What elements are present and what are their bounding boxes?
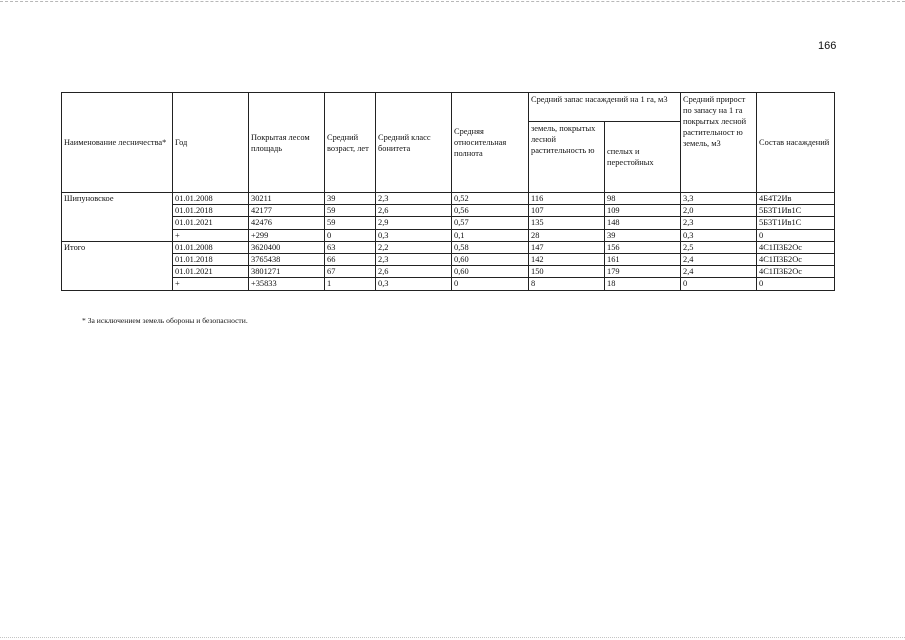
relative-density-cell: 0,52 [452, 193, 529, 205]
forest-area-cell: 42476 [249, 217, 325, 229]
header-average-growth: Средний прирост по запасу на 1 га покрытых лесной растительност ю земель, м3 [681, 93, 757, 193]
year-cell: 01.01.2018 [173, 205, 249, 217]
average-growth-cell: 2,0 [681, 205, 757, 217]
average-age-cell: 63 [325, 241, 376, 253]
header-stock-mature: спелых и перестойных [605, 122, 681, 193]
relative-density-cell: 0,60 [452, 253, 529, 265]
table-row [62, 253, 835, 265]
header-bonitet-class: Средний класс бонитета [376, 93, 452, 193]
forest-area-cell: 30211 [249, 193, 325, 205]
table-row [62, 193, 835, 205]
composition-cell: 4С1П3Б2Ос [757, 266, 835, 278]
average-age-cell: 67 [325, 266, 376, 278]
average-age-cell: 39 [325, 193, 376, 205]
forest-area-cell: +299 [249, 229, 325, 241]
average-growth-cell: 2,5 [681, 241, 757, 253]
table-row [62, 266, 835, 278]
composition-cell: 5Б3Т1Ив1С [757, 205, 835, 217]
forest-statistics-table [61, 92, 835, 291]
stock-mature-cell: 109 [605, 205, 681, 217]
forest-area-cell: 3620400 [249, 241, 325, 253]
average-growth-cell: 2,4 [681, 253, 757, 265]
header-relative-density: Средняя относительная полнота [452, 93, 529, 193]
bonitet-class-cell: 0,3 [376, 278, 452, 290]
composition-cell: 4С1П3Б2Ос [757, 241, 835, 253]
forest-area-cell: 3801271 [249, 266, 325, 278]
stock-mature-cell: 179 [605, 266, 681, 278]
composition-cell: 0 [757, 278, 835, 290]
relative-density-cell: 0,1 [452, 229, 529, 241]
forest-area-cell: 3765438 [249, 253, 325, 265]
bonitet-class-cell: 2,6 [376, 205, 452, 217]
stock-forest-land-cell: 28 [529, 229, 605, 241]
stock-forest-land-cell: 150 [529, 266, 605, 278]
page-number: 166 [818, 40, 837, 52]
header-composition: Состав насаждений [757, 93, 835, 193]
stock-forest-land-cell: 107 [529, 205, 605, 217]
average-age-cell: 59 [325, 217, 376, 229]
relative-density-cell: 0,60 [452, 266, 529, 278]
average-age-cell: 0 [325, 229, 376, 241]
scan-edge-bottom [0, 636, 905, 640]
bonitet-class-cell: 2,6 [376, 266, 452, 278]
bonitet-class-cell: 2,2 [376, 241, 452, 253]
year-cell: 01.01.2018 [173, 253, 249, 265]
stock-forest-land-cell: 8 [529, 278, 605, 290]
stock-forest-land-cell: 135 [529, 217, 605, 229]
composition-cell: 4С1П3Б2Ос [757, 253, 835, 265]
year-cell: + [173, 278, 249, 290]
stock-forest-land-cell: 142 [529, 253, 605, 265]
forestry-name-cell: Итого [62, 241, 173, 290]
stock-mature-cell: 161 [605, 253, 681, 265]
bonitet-class-cell: 2,9 [376, 217, 452, 229]
average-growth-cell: 0 [681, 278, 757, 290]
stock-mature-cell: 39 [605, 229, 681, 241]
bonitet-class-cell: 0,3 [376, 229, 452, 241]
bonitet-class-cell: 2,3 [376, 253, 452, 265]
stock-mature-cell: 148 [605, 217, 681, 229]
scan-edge-top [0, 0, 905, 3]
forest-area-cell: +35833 [249, 278, 325, 290]
footnote: * За исключением земель обороны и безопасности. [82, 316, 248, 325]
table-body [62, 193, 835, 291]
relative-density-cell: 0,56 [452, 205, 529, 217]
average-age-cell: 66 [325, 253, 376, 265]
year-cell: 01.01.2021 [173, 266, 249, 278]
table-row [62, 241, 835, 253]
stock-mature-cell: 156 [605, 241, 681, 253]
year-cell: 01.01.2008 [173, 193, 249, 205]
table-row [62, 217, 835, 229]
average-growth-cell: 0,3 [681, 229, 757, 241]
header-year: Год [173, 93, 249, 193]
average-growth-cell: 2,3 [681, 217, 757, 229]
stock-forest-land-cell: 116 [529, 193, 605, 205]
table-row [62, 278, 835, 290]
header-stock-group: Средний запас насаждений на 1 га, м3 [529, 93, 681, 122]
table-row [62, 229, 835, 241]
header-forest-area: Покрытая лесом площадь [249, 93, 325, 193]
header-stock-forest-land: земель, покрытых лесной растительность ю [529, 122, 605, 193]
average-growth-cell: 2,4 [681, 266, 757, 278]
stock-forest-land-cell: 147 [529, 241, 605, 253]
table-row [62, 205, 835, 217]
average-age-cell: 1 [325, 278, 376, 290]
composition-cell: 0 [757, 229, 835, 241]
average-growth-cell: 3,3 [681, 193, 757, 205]
header-forestry-name: Наименование лесничества* [62, 93, 173, 193]
relative-density-cell: 0,57 [452, 217, 529, 229]
composition-cell: 4Б4Т2Ив [757, 193, 835, 205]
year-cell: 01.01.2021 [173, 217, 249, 229]
year-cell: + [173, 229, 249, 241]
relative-density-cell: 0,58 [452, 241, 529, 253]
forestry-name-cell: Шипуновское [62, 193, 173, 242]
average-age-cell: 59 [325, 205, 376, 217]
bonitet-class-cell: 2,3 [376, 193, 452, 205]
forest-area-cell: 42177 [249, 205, 325, 217]
year-cell: 01.01.2008 [173, 241, 249, 253]
header-average-age: Средний возраст, лет [325, 93, 376, 193]
stock-mature-cell: 18 [605, 278, 681, 290]
stock-mature-cell: 98 [605, 193, 681, 205]
composition-cell: 5Б3Т1Ив1С [757, 217, 835, 229]
relative-density-cell: 0 [452, 278, 529, 290]
